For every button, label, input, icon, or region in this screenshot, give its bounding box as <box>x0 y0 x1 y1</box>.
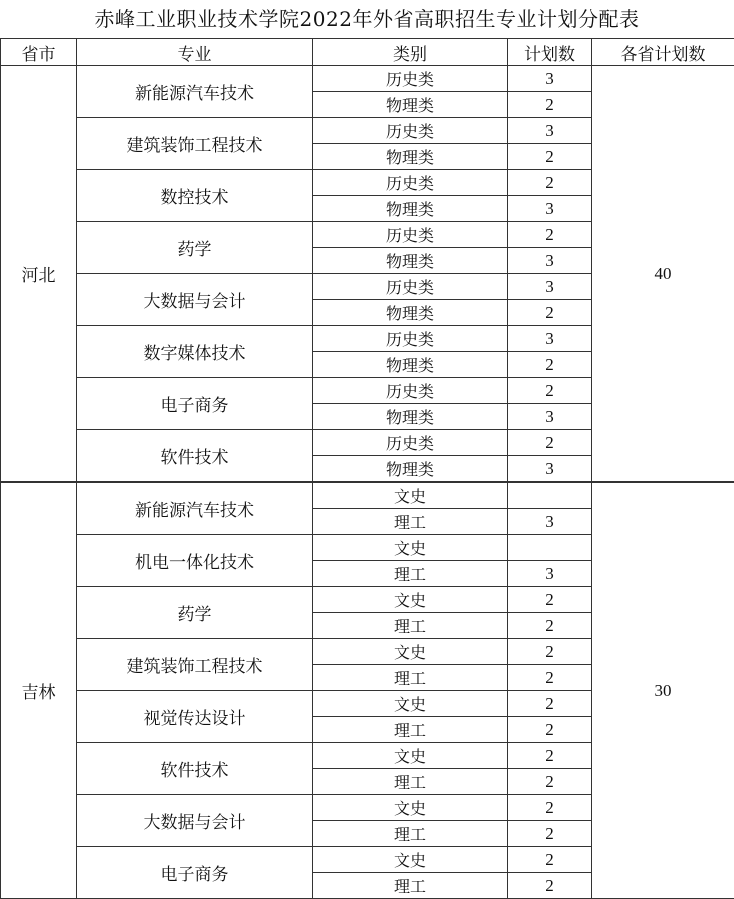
category-cell: 理工 <box>313 613 508 639</box>
category-cell: 理工 <box>313 821 508 847</box>
major-cell: 机电一体化技术 <box>77 535 313 587</box>
plan-cell: 2 <box>508 795 592 821</box>
header-plan: 计划数 <box>508 39 592 66</box>
header-province: 省市 <box>1 39 77 66</box>
plan-cell: 2 <box>508 743 592 769</box>
plan-cell: 2 <box>508 873 592 899</box>
category-cell: 文史 <box>313 587 508 613</box>
major-cell: 新能源汽车技术 <box>77 482 313 535</box>
category-cell: 文史 <box>313 743 508 769</box>
province-total-cell: 40 <box>592 66 734 483</box>
header-row <box>1 39 734 66</box>
plan-cell: 2 <box>508 639 592 665</box>
category-cell: 文史 <box>313 691 508 717</box>
category-cell: 物理类 <box>313 92 508 118</box>
category-cell: 物理类 <box>313 248 508 274</box>
major-cell: 软件技术 <box>77 430 313 483</box>
plan-cell: 3 <box>508 118 592 144</box>
plan-cell: 2 <box>508 613 592 639</box>
category-cell: 文史 <box>313 535 508 561</box>
category-cell: 历史类 <box>313 118 508 144</box>
major-cell: 视觉传达设计 <box>77 691 313 743</box>
plan-cell: 3 <box>508 509 592 535</box>
plan-cell: 2 <box>508 430 592 456</box>
major-cell: 建筑装饰工程技术 <box>77 639 313 691</box>
plan-cell: 2 <box>508 587 592 613</box>
category-cell: 历史类 <box>313 274 508 300</box>
category-cell: 理工 <box>313 769 508 795</box>
category-cell: 历史类 <box>313 170 508 196</box>
page-title: 赤峰工业职业技术学院2022年外省高职招生专业计划分配表 <box>0 0 734 38</box>
plan-cell: 3 <box>508 456 592 483</box>
plan-table <box>0 38 734 899</box>
major-cell: 数字媒体技术 <box>77 326 313 378</box>
category-cell: 理工 <box>313 561 508 587</box>
plan-cell: 3 <box>508 66 592 92</box>
province-cell: 河北 <box>1 66 77 483</box>
plan-cell: 3 <box>508 248 592 274</box>
plan-cell: 3 <box>508 196 592 222</box>
table-body <box>1 66 734 899</box>
plan-cell: 2 <box>508 222 592 248</box>
plan-cell: 2 <box>508 92 592 118</box>
plan-cell: 2 <box>508 717 592 743</box>
category-cell: 物理类 <box>313 404 508 430</box>
major-cell: 数控技术 <box>77 170 313 222</box>
plan-cell: 2 <box>508 665 592 691</box>
plan-cell: 2 <box>508 847 592 873</box>
plan-cell: 2 <box>508 378 592 404</box>
province-cell: 吉林 <box>1 482 77 899</box>
category-cell: 历史类 <box>313 326 508 352</box>
plan-cell <box>508 482 592 509</box>
category-cell: 文史 <box>313 639 508 665</box>
plan-cell: 2 <box>508 300 592 326</box>
plan-cell: 2 <box>508 352 592 378</box>
major-cell: 建筑装饰工程技术 <box>77 118 313 170</box>
major-cell: 电子商务 <box>77 847 313 899</box>
plan-cell: 3 <box>508 274 592 300</box>
category-cell: 历史类 <box>313 222 508 248</box>
category-cell: 物理类 <box>313 352 508 378</box>
major-cell: 药学 <box>77 222 313 274</box>
category-cell: 文史 <box>313 482 508 509</box>
header-category: 类别 <box>313 39 508 66</box>
category-cell: 物理类 <box>313 456 508 483</box>
plan-cell: 2 <box>508 769 592 795</box>
plan-cell: 2 <box>508 821 592 847</box>
category-cell: 历史类 <box>313 430 508 456</box>
category-cell: 文史 <box>313 795 508 821</box>
category-cell: 理工 <box>313 873 508 899</box>
category-cell: 理工 <box>313 509 508 535</box>
major-cell: 新能源汽车技术 <box>77 66 313 118</box>
category-cell: 文史 <box>313 847 508 873</box>
plan-cell: 2 <box>508 144 592 170</box>
category-cell: 历史类 <box>313 66 508 92</box>
plan-cell <box>508 535 592 561</box>
plan-cell: 2 <box>508 170 592 196</box>
category-cell: 理工 <box>313 665 508 691</box>
category-cell: 物理类 <box>313 196 508 222</box>
major-cell: 大数据与会计 <box>77 274 313 326</box>
category-cell: 物理类 <box>313 144 508 170</box>
plan-cell: 3 <box>508 561 592 587</box>
header-total: 各省计划数 <box>592 39 734 66</box>
plan-cell: 3 <box>508 404 592 430</box>
major-cell: 电子商务 <box>77 378 313 430</box>
category-cell: 历史类 <box>313 378 508 404</box>
plan-cell: 2 <box>508 691 592 717</box>
category-cell: 物理类 <box>313 300 508 326</box>
category-cell: 理工 <box>313 717 508 743</box>
plan-cell: 3 <box>508 326 592 352</box>
province-total-cell: 30 <box>592 482 734 899</box>
major-cell: 大数据与会计 <box>77 795 313 847</box>
table-row <box>1 482 734 509</box>
header-major: 专业 <box>77 39 313 66</box>
major-cell: 软件技术 <box>77 743 313 795</box>
table-row <box>1 66 734 92</box>
major-cell: 药学 <box>77 587 313 639</box>
